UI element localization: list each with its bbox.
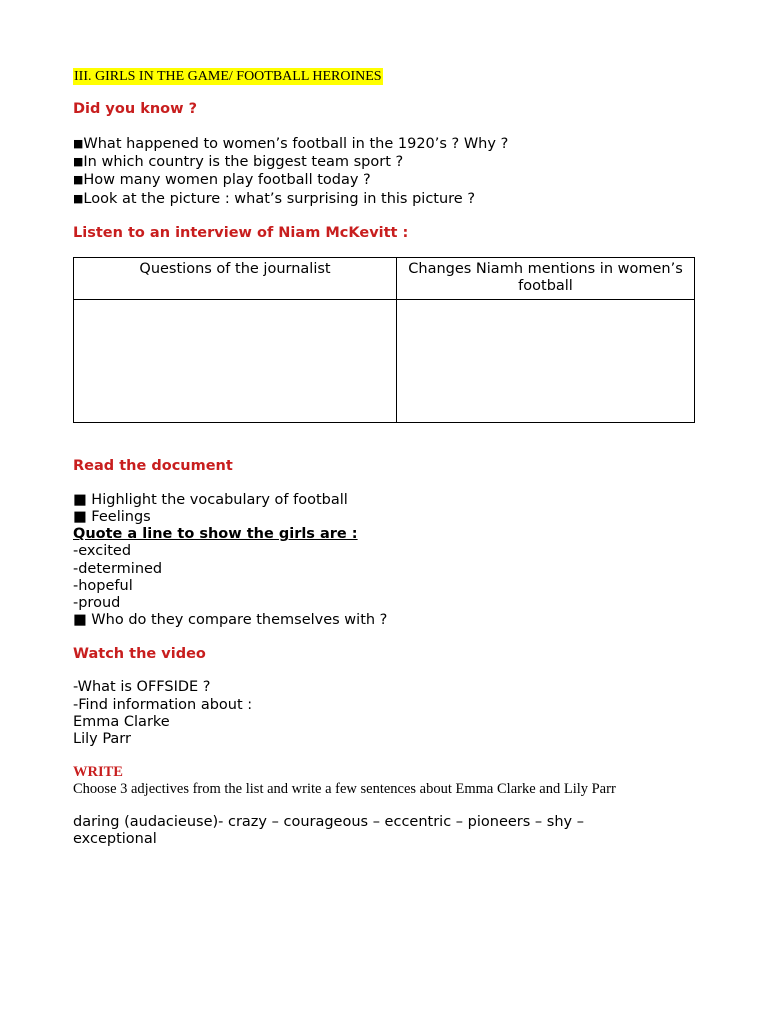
watch-list: [73, 679, 695, 748]
list-item: Lily Parr: [73, 731, 131, 748]
list-item: ■ Who do they compare themselves with ?: [73, 612, 388, 629]
adjectives-line: daring (audacieuse)- crazy – courageous – eccentric – pioneers – shy –: [73, 814, 584, 831]
bullet-icon: ■: [73, 155, 84, 169]
feeling-item: -determined: [73, 560, 163, 577]
feeling-item: -excited: [73, 543, 132, 560]
write-instruction: Choose 3 adjectives from the list and write a few sentences about Emma Clarke and Lily Parr: [73, 781, 616, 798]
read-list: [73, 492, 695, 630]
list-item: ■ Feelings: [73, 509, 151, 526]
table-header-changes: Changes Niamh mentions in women’s football: [397, 257, 695, 299]
list-item: ■Look at the picture : what’s surprising in this picture ?: [73, 190, 476, 207]
page-title: III. GIRLS IN THE GAME/ FOOTBALL HEROINES: [74, 69, 382, 84]
list-item: -Find information about :: [73, 696, 253, 713]
bullet-icon: ■: [73, 137, 84, 150]
feeling-item: -hopeful: [73, 577, 133, 594]
table-row: [74, 299, 695, 422]
worksheet-page: [73, 68, 695, 849]
list-item: ■In which country is the biggest team sport ?: [73, 154, 404, 171]
interview-table: [73, 257, 695, 423]
bullet-icon: ■: [73, 191, 84, 205]
quote-heading: Quote a line to show the girls are :: [73, 526, 358, 543]
adjectives-line: exceptional: [73, 831, 157, 848]
list-item: ■How many women play football today ?: [73, 172, 371, 189]
listen-heading: Listen to an interview of Niam McKevitt :: [73, 224, 409, 241]
read-heading: Read the document: [73, 457, 233, 474]
list-item: Emma Clarke: [73, 713, 170, 730]
bullet-icon: ■: [73, 173, 84, 187]
table-header-row: [74, 257, 695, 299]
answer-cell-questions[interactable]: [74, 299, 397, 422]
table-header-questions: Questions of the journalist: [74, 257, 397, 299]
list-item: ■What happened to women’s football in the 1920’s ? Why ?: [73, 136, 509, 152]
list-item: ■ Highlight the vocabulary of football: [73, 491, 348, 508]
answer-cell-changes[interactable]: [397, 299, 695, 422]
list-item: -What is OFFSIDE ?: [73, 679, 211, 696]
watch-heading: Watch the video: [73, 646, 206, 663]
did-you-know-heading: Did you know ?: [73, 101, 198, 117]
feeling-item: -proud: [73, 595, 121, 612]
adjective-list: [73, 814, 695, 848]
did-you-know-list: [73, 135, 695, 208]
write-heading: WRITE: [73, 764, 123, 781]
